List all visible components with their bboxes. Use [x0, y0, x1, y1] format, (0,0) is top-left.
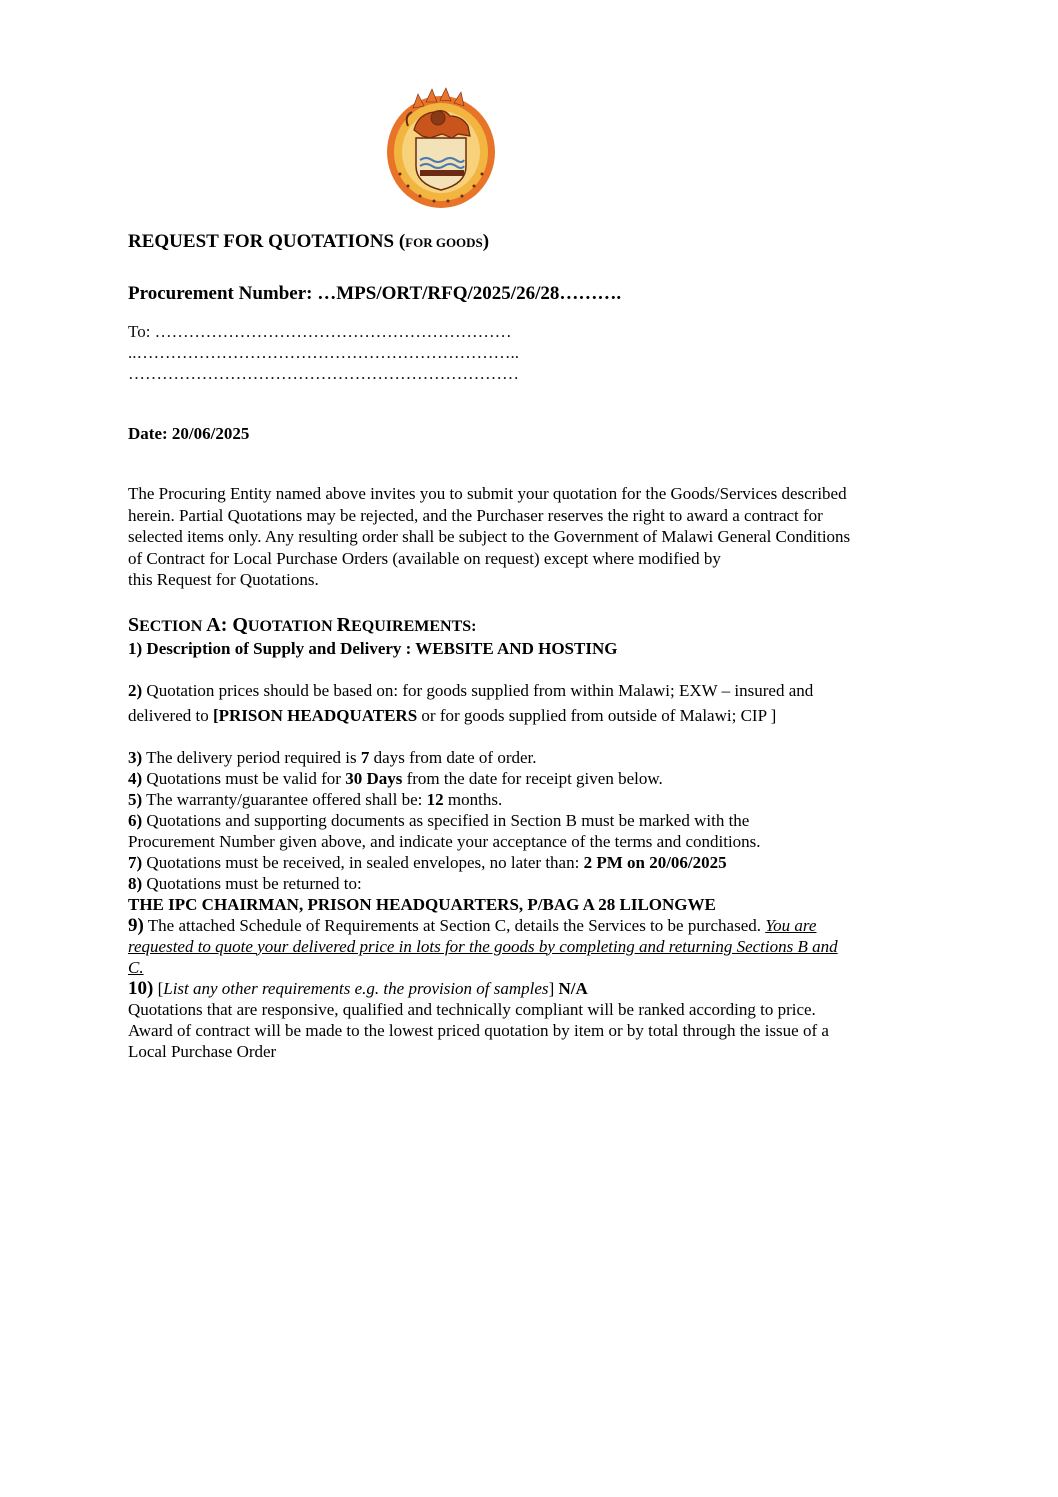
- validity-period: 30 Days: [345, 768, 403, 788]
- rfq-document-body: [128, 230, 938, 1062]
- recipient-line-3: ……………………………………………………………: [128, 364, 519, 383]
- requirement-9-end: C.: [128, 957, 144, 977]
- requirement-10: [128, 978, 938, 999]
- closing-text-2: Award of contract will be made to the lowest priced quotation by item or by total through the issue of a: [128, 1020, 829, 1040]
- item-number: 9): [128, 914, 144, 936]
- item-number: 6): [128, 810, 143, 830]
- title-small-text: FOR GOODS: [405, 235, 483, 250]
- item-text: Quotations must be valid for: [142, 768, 346, 788]
- requirement-2: [128, 680, 938, 726]
- item-text: Quotation prices should be based on: for goods supplied from within Malawi; EXW – insured and: [142, 680, 814, 700]
- recipient-line-2: ..…………………………………………………………..: [128, 343, 519, 362]
- item-number: 2): [128, 680, 143, 700]
- intro-paragraph: The Procuring Entity named above invites you to submit your quotation for the Goods/Services described herein. Partial Quotations may be rejected, and the Purchaser reserves the right to award a contract for selected items only. Any resulting order shall be subject to the Government of Malawi General Conditions of Contract for Local Purchase Orders (available on request) except where modified by this Request for Quotations.: [128, 484, 851, 589]
- requirement-6: [128, 810, 938, 831]
- item-number: 10): [128, 977, 154, 999]
- item-text: The warranty/guarantee offered shall be:: [142, 789, 427, 809]
- requirement-1: 1) Description of Supply and Delivery : WEBSITE AND HOSTING: [128, 638, 618, 658]
- item-text: from the date for receipt given below.: [402, 768, 663, 788]
- item-text: ]: [548, 978, 559, 998]
- delivery-location: [PRISON HEADQUATERS: [212, 705, 418, 725]
- recipient-block: [128, 321, 938, 384]
- item-text: or for goods supplied from outside of Malawi; CIP ]: [417, 705, 777, 725]
- section-a-heading: [128, 614, 938, 638]
- document-date: Date: 20/06/2025: [128, 424, 250, 443]
- requirements-3-to-8: [128, 747, 938, 1062]
- item-number: 3): [128, 747, 143, 767]
- item-text: [: [153, 978, 164, 998]
- item-text: Quotations and supporting documents as specified in Section B must be marked with the: [142, 810, 750, 830]
- heading-part: EQUIREMENTS:: [351, 617, 477, 635]
- other-requirements-value: N/A: [558, 978, 588, 998]
- procurement-label: Procurement Number:: [128, 283, 313, 304]
- item-number: 4): [128, 768, 143, 788]
- item-text: The delivery period required is: [142, 747, 361, 767]
- procurement-value: …MPS/ORT/RFQ/2025/26/28……….: [312, 283, 622, 304]
- requirement-5: [128, 789, 938, 810]
- procurement-number: [128, 282, 938, 306]
- document-title: [128, 230, 938, 255]
- item-number: 7): [128, 852, 143, 872]
- item-text: Quotations must be received, in sealed envelopes, no later than:: [142, 852, 584, 872]
- warranty-months: 12: [426, 789, 444, 809]
- item-text: months.: [443, 789, 503, 809]
- item-text: delivered to: [128, 705, 213, 725]
- item-number: 5): [128, 789, 143, 809]
- item-number: 8): [128, 873, 143, 893]
- prison-service-seal-logo: [378, 86, 506, 210]
- requirement-9: [128, 915, 938, 936]
- item-text-emphasis: You are: [765, 915, 817, 935]
- submission-deadline: 2 PM on 20/06/2025: [583, 852, 727, 872]
- heading-part: R: [336, 613, 352, 636]
- title-main-text: REQUEST FOR QUOTATIONS: [128, 231, 395, 252]
- heading-part: UOTATION: [247, 617, 337, 635]
- recipient-line-1: To: ………………………………………………………: [128, 322, 512, 341]
- requirement-6-continued: Procurement Number given above, and indicate your acceptance of the terms and conditions.: [128, 831, 761, 851]
- heading-part: A: Q: [206, 613, 248, 636]
- heading-part: ECTION: [139, 617, 207, 635]
- title-paren-open: (: [394, 231, 406, 252]
- requirement-7: [128, 852, 938, 873]
- requirement-8: [128, 873, 938, 894]
- requirement-4: [128, 768, 938, 789]
- title-paren-close: ): [482, 231, 490, 252]
- closing-text-3: Local Purchase Order: [128, 1041, 277, 1061]
- closing-text-1: Quotations that are responsive, qualified and technically compliant will be ranked according to price.: [128, 999, 816, 1019]
- delivery-days: 7: [360, 747, 370, 767]
- return-address: THE IPC CHAIRMAN, PRISON HEADQUARTERS, P/BAG A 28 LILONGWE: [128, 894, 716, 914]
- requirement-9-continued: requested to quote your delivered price in lots for the goods by completing and returning Sections B and: [128, 936, 838, 956]
- heading-part: S: [128, 613, 140, 636]
- item-text: The attached Schedule of Requirements at Section C, details the Services to be purchased.: [143, 915, 766, 935]
- item-text: Quotations must be returned to:: [142, 873, 362, 893]
- item-text-italic: List any other requirements e.g. the provision of samples: [163, 978, 549, 998]
- requirement-3: [128, 747, 938, 768]
- item-text: days from date of order.: [369, 747, 537, 767]
